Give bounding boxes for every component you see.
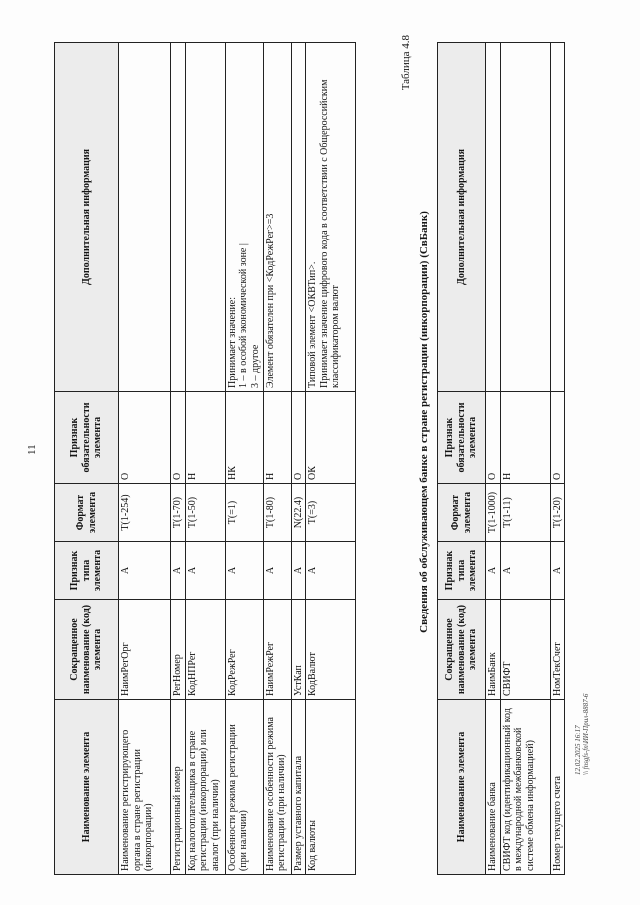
cell-code: УстКап	[291, 600, 306, 700]
cell-format: Т(1-80)	[263, 484, 291, 542]
cell-info	[291, 43, 306, 392]
bank-info-table	[437, 42, 565, 875]
print-stamp	[574, 694, 590, 775]
cell-format: Т(1-11)	[500, 484, 550, 542]
header-info: Дополнительная информация	[55, 43, 119, 392]
cell-required: О	[291, 392, 306, 484]
stamp-line-2: \\ fnsgfs-fn\ИИ-Прил-8887-6	[582, 693, 590, 775]
table-row	[185, 43, 225, 875]
cell-required: Н	[263, 392, 291, 484]
cell-code: КодНПРег	[185, 600, 225, 700]
cell-name: Наименование особенности режима регистрации (при наличии)	[263, 700, 291, 875]
header-format: Формат элемента	[438, 484, 486, 542]
cell-type: А	[185, 542, 225, 600]
header-required: Признак обязательности элемента	[55, 392, 119, 484]
table-row	[225, 43, 263, 875]
cell-info	[171, 43, 186, 392]
cell-code: НаимРегОрг	[119, 600, 171, 700]
cell-name: Номер текущего счета	[550, 700, 565, 875]
cell-name: Регистрационный номер	[171, 700, 186, 875]
cell-format: Т(1-70)	[171, 484, 186, 542]
cell-required: ОК	[306, 392, 356, 484]
cell-info	[119, 43, 171, 392]
cell-code: НаимРежРег	[263, 600, 291, 700]
table-row	[500, 43, 550, 875]
cell-required: Н	[500, 392, 550, 484]
header-type: Признак типа элемента	[55, 542, 119, 600]
cell-info	[486, 43, 501, 392]
table-header-row	[55, 43, 119, 875]
cell-info: Принимает значение: 1 – в особой экономической зоне | 3 – другое	[225, 43, 263, 392]
cell-info	[550, 43, 565, 392]
cell-format: Т(=1)	[225, 484, 263, 542]
table-row	[486, 43, 501, 875]
cell-format: Т(=3)	[306, 484, 356, 542]
cell-name: Наименование банка	[486, 700, 501, 875]
header-code: Сокращенное наименование (код) элемента	[55, 600, 119, 700]
cell-required: О	[171, 392, 186, 484]
cell-name: Код налогоплательщика в стране регистрации (инкорпорации) или аналог (при наличии)	[185, 700, 225, 875]
header-type: Признак типа элемента	[438, 542, 486, 600]
cell-format: Т(1-1000)	[486, 484, 501, 542]
stamp-line-1: 12.02.2025 16:17	[574, 725, 582, 775]
table-title: Сведения об обслуживающем банке в стране регистрации (инкорпорации) (СвБанк)	[418, 211, 430, 633]
header-code: Сокращенное наименование (код) элемента	[438, 600, 486, 700]
cell-name: Наименование регистрирующего органа в стране регистрации (инкорпорации)	[119, 700, 171, 875]
header-format: Формат элемента	[55, 484, 119, 542]
cell-name: Особенности режима регистрации (при наличии)	[225, 700, 263, 875]
cell-type: А	[171, 542, 186, 600]
cell-code: РегНомер	[171, 600, 186, 700]
header-name: Наименование элемента	[438, 700, 486, 875]
cell-required: О	[550, 392, 565, 484]
cell-type: А	[486, 542, 501, 600]
cell-info: Типовой элемент <ОКВТип>. Принимает значение цифрового кода в соответствии с Общероссийским классификатором валют	[306, 43, 356, 392]
cell-type: А	[500, 542, 550, 600]
header-name: Наименование элемента	[55, 700, 119, 875]
cell-name: Размер уставного капитала	[291, 700, 306, 875]
table-row	[119, 43, 171, 875]
table-header-row	[438, 43, 486, 875]
cell-code: КодВалют	[306, 600, 356, 700]
table-row	[306, 43, 356, 875]
cell-type: А	[225, 542, 263, 600]
table-row	[291, 43, 306, 875]
header-info: Дополнительная информация	[438, 43, 486, 392]
cell-required: О	[119, 392, 171, 484]
cell-name: Код валюты	[306, 700, 356, 875]
table-row	[550, 43, 565, 875]
table-row	[171, 43, 186, 875]
cell-type: А	[291, 542, 306, 600]
cell-code: КодРежРег	[225, 600, 263, 700]
page-number: 11	[26, 444, 38, 455]
table-label: Таблица 4.8	[400, 35, 412, 91]
cell-type: А	[306, 542, 356, 600]
cell-type: А	[119, 542, 171, 600]
cell-code: НаимБанк	[486, 600, 501, 700]
elements-table-continued	[54, 42, 356, 875]
table-row	[263, 43, 291, 875]
cell-type: А	[263, 542, 291, 600]
cell-code: СВИФТ	[500, 600, 550, 700]
cell-type: А	[550, 542, 565, 600]
cell-format: Т(1-20)	[550, 484, 565, 542]
cell-code: НомТекСчет	[550, 600, 565, 700]
cell-required: О	[486, 392, 501, 484]
cell-required: Н	[185, 392, 225, 484]
cell-format: N(22.4)	[291, 484, 306, 542]
cell-info: Элемент обязателен при <КодРежРег>=3	[263, 43, 291, 392]
cell-name: СВИФТ код (идентификационный код в международной межбанковской системе обмена информацией)	[500, 700, 550, 875]
cell-info	[500, 43, 550, 392]
cell-required: НК	[225, 392, 263, 484]
cell-format: Т(1-254)	[119, 484, 171, 542]
cell-info	[185, 43, 225, 392]
header-required: Признак обязательности элемента	[438, 392, 486, 484]
cell-format: Т(1-50)	[185, 484, 225, 542]
